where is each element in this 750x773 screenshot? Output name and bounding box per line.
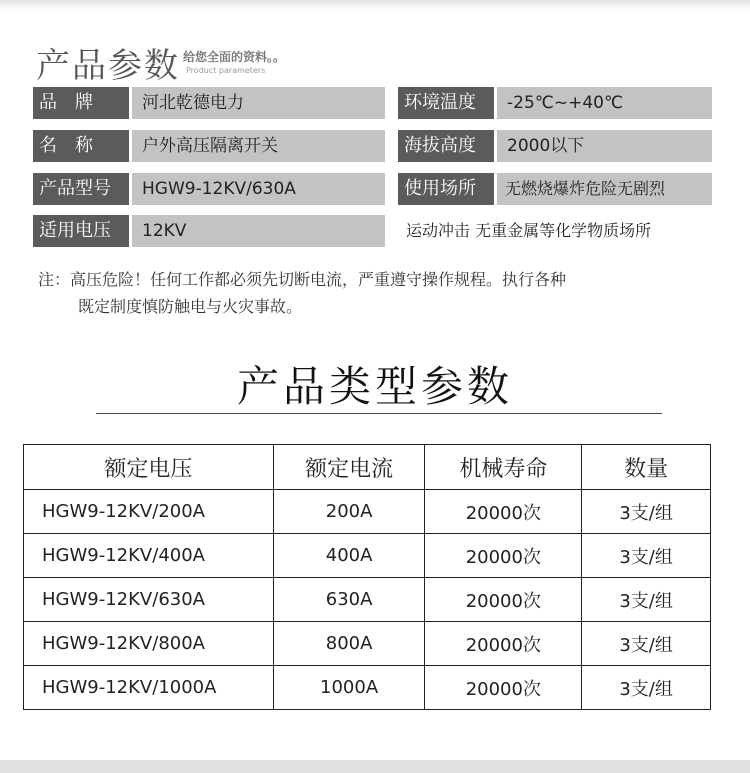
param-brand bbox=[33, 87, 385, 119]
cell-current: 630A bbox=[273, 578, 425, 622]
cell-quantity: 3支/组 bbox=[582, 534, 711, 578]
param-temperature bbox=[398, 87, 712, 119]
param-location-continued bbox=[398, 215, 712, 247]
cell-life: 20000次 bbox=[425, 534, 582, 578]
param-label: 适用电压 bbox=[33, 215, 129, 247]
header-mechanical-life: 机械寿命 bbox=[425, 445, 582, 490]
param-label: 环境温度 bbox=[398, 87, 494, 119]
param-value: 户外高压隔离开关 bbox=[132, 130, 385, 162]
param-value: 2000以下 bbox=[497, 130, 712, 162]
param-name bbox=[33, 130, 385, 162]
param-altitude bbox=[398, 130, 712, 162]
table-title: 产品类型参数 bbox=[236, 362, 513, 411]
cell-quantity: 3支/组 bbox=[582, 622, 711, 666]
table-row bbox=[24, 666, 711, 710]
param-label: 海拔高度 bbox=[398, 130, 494, 162]
cell-current: 800A bbox=[273, 622, 425, 666]
param-label: 使用场所 bbox=[398, 173, 494, 205]
header-rated-current: 额定电流 bbox=[273, 445, 425, 490]
param-label: 名 称 bbox=[33, 130, 129, 162]
cell-model: HGW9-12KV/1000A bbox=[24, 666, 274, 710]
top-shadow bbox=[0, 0, 750, 10]
param-value: 运动冲击 无重金属等化学物质场所 bbox=[406, 221, 652, 240]
param-value: 无燃烧爆炸危险无剧烈 bbox=[497, 173, 712, 205]
param-label: 品 牌 bbox=[33, 87, 129, 119]
cell-quantity: 3支/组 bbox=[582, 578, 711, 622]
table-row bbox=[24, 490, 711, 534]
cell-model: HGW9-12KV/630A bbox=[24, 578, 274, 622]
note-line-1: 注：高压危险！任何工作都必须先切断电流，严重遵守操作规程。执行各种 bbox=[38, 270, 567, 289]
cell-model: HGW9-12KV/200A bbox=[24, 490, 274, 534]
bottom-band bbox=[0, 760, 750, 773]
cell-current: 200A bbox=[273, 490, 425, 534]
table-row bbox=[24, 578, 711, 622]
header-rated-voltage: 额定电压 bbox=[24, 445, 274, 490]
section-subtitle-en: Product parameters bbox=[186, 66, 266, 75]
param-value: -25℃~+40℃ bbox=[497, 87, 712, 119]
cell-quantity: 3支/组 bbox=[582, 666, 711, 710]
table-row bbox=[24, 534, 711, 578]
cell-quantity: 3支/组 bbox=[582, 490, 711, 534]
param-value: HGW9-12KV/630A bbox=[132, 173, 385, 205]
table-row bbox=[24, 622, 711, 666]
cell-current: 1000A bbox=[273, 666, 425, 710]
param-model bbox=[33, 173, 385, 205]
spec-table bbox=[23, 444, 711, 710]
note-line-2: 既定制度慎防触电与火灾事故。 bbox=[78, 297, 303, 316]
param-value: 河北乾德电力 bbox=[132, 87, 385, 119]
cell-life: 20000次 bbox=[425, 578, 582, 622]
header-quantity: 数量 bbox=[582, 445, 711, 490]
param-value: 12KV bbox=[132, 215, 385, 247]
cell-model: HGW9-12KV/800A bbox=[24, 622, 274, 666]
section-title: 产品参数 bbox=[36, 46, 180, 86]
cell-model: HGW9-12KV/400A bbox=[24, 534, 274, 578]
cell-life: 20000次 bbox=[425, 666, 582, 710]
title-divider bbox=[96, 413, 662, 414]
table-header-row bbox=[24, 445, 711, 490]
param-voltage bbox=[33, 215, 385, 247]
safety-note bbox=[38, 266, 566, 320]
cell-current: 400A bbox=[273, 534, 425, 578]
section-subtitle: 给您全面的资料。。 bbox=[183, 50, 286, 64]
param-location bbox=[398, 173, 712, 205]
cell-life: 20000次 bbox=[425, 490, 582, 534]
param-label: 产品型号 bbox=[33, 173, 129, 205]
cell-life: 20000次 bbox=[425, 622, 582, 666]
